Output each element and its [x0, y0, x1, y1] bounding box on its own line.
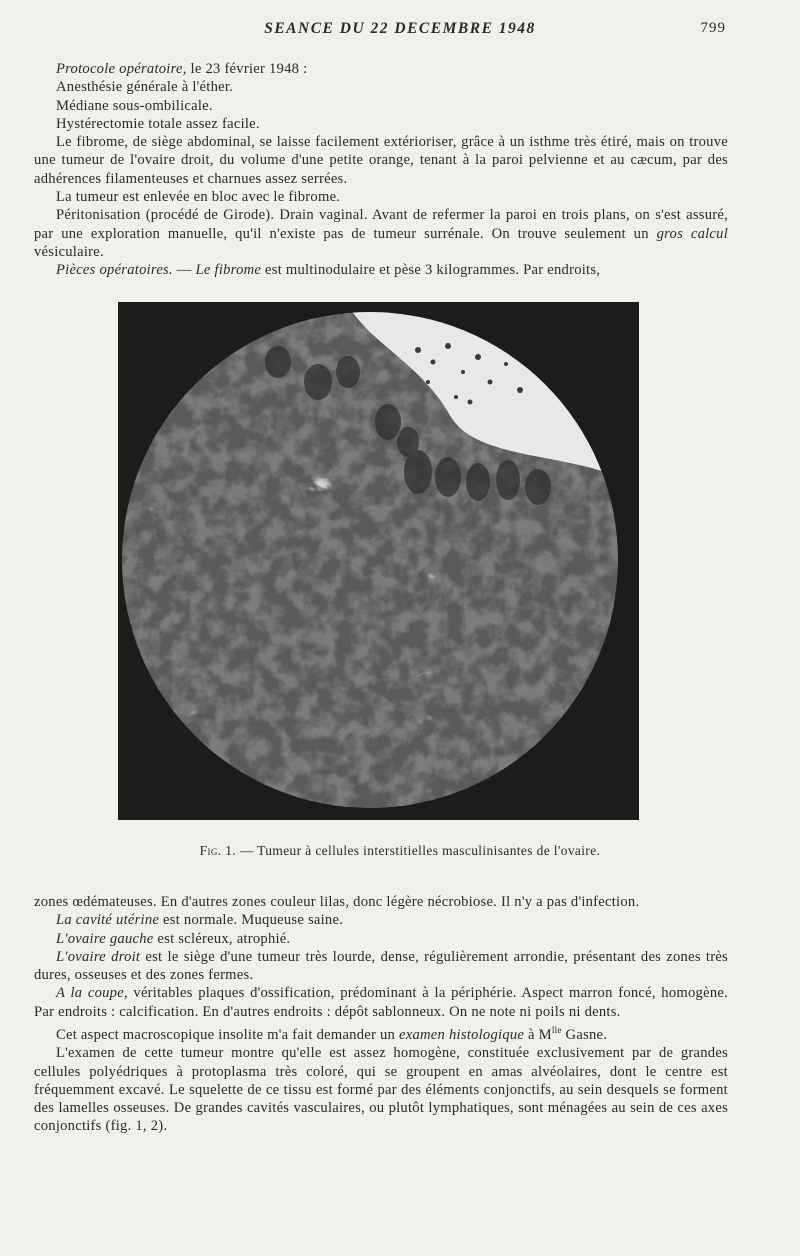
paragraph-right-ovary: L'ovaire droit est le siège d'une tumeur très lourde, dense, régulièrement arrondie, présentant des zones très dures, osseuses et des zones fermes.: [34, 948, 728, 984]
paragraph-left-ovary: L'ovaire gauche est scléreux, atrophié.: [56, 930, 291, 947]
micrograph-image: [118, 302, 639, 820]
paragraph-incision: Médiane sous-ombilicale.: [56, 97, 213, 114]
paragraph-uterine-cavity: La cavité utérine est normale. Muqueuse saine.: [56, 912, 344, 929]
paragraph-histology-findings: L'examen de cette tumeur montre qu'elle est assez homogène, constituée exclusivement par de grandes cellules polyédriques à protoplasma très coloré, qui se groupent en amas alvéolaires, dont le centre est fréquemment excavé. Le squelette de ce tissu est formé par des éléments conjonctifs, au sein desquels se forment des lamelles osseuses. De grandes cavités vasculaires, ou plutôt lymphatiques, sont ménagées au sein de ces axes conjonctifs (fig. 1, 2).: [34, 1045, 728, 1135]
figure-caption: Fig. 1. — Tumeur à cellules interstitielles masculinisantes de l'ovaire.: [199, 843, 601, 858]
paragraph-specimens: Pièces opératoires. — Le fibrome est multinodulaire et pèse 3 kilogrammes. Par endroits,: [56, 262, 601, 279]
paragraph-protocol: Protocole opératoire, le 23 février 1948 :: [56, 61, 308, 77]
running-head: SEANCE DU 22 DECEMBRE 1948: [264, 20, 536, 37]
paragraph-tumor-removal: La tumeur est enlevée en bloc avec le fibrome.: [56, 189, 341, 206]
paragraph-histology-request: Cet aspect macroscopique insolite m'a fait demander un examen histologique à $M^{lle}$ Gasne.: [56, 1025, 608, 1043]
paragraph-peritonisation: Péritonisation (procédé de Girode). Drain vaginal. Avant de refermer la paroi en trois plans, on s'est assuré, par une exploration manuelle, qu'il n'existe pas de tumeur surrénale. On trouve seulement un gros calcul vésiculaire.: [34, 207, 728, 260]
paragraph-section: A la coupe, véritables plaques d'ossification, prédominant à la périphérie. Aspect marron foncé, homogène. Par endroits : calcification. En d'autres endroits : dépôt sablonneux. On ne note ni poils ni dents.: [34, 985, 729, 1020]
paragraph-fibroma: Le fibrome, de siège abdominal, se laisse facilement extérioriser, grâce à un isthme très étiré, mais on trouve une tumeur de l'ovaire droit, du volume d'une petite orange, tenant à la paroi pelvienne et au cæcum, par des adhérences filamenteuses et charnues assez serrées.: [34, 134, 728, 187]
page-header: [0, 20, 800, 46]
text-block-top: [34, 60, 728, 280]
micrograph-figure: [118, 302, 639, 820]
text-block-bottom: [34, 893, 728, 1136]
paragraph-zones: zones œdémateuses. En d'autres zones couleur lilas, donc légère nécrobiose. Il n'y a pas d'infection.: [34, 894, 640, 910]
page-number: 799: [700, 20, 726, 36]
paragraph-anesthesia: Anesthésie générale à l'éther.: [56, 79, 234, 96]
paragraph-hysterectomy: Hystérectomie totale assez facile.: [56, 115, 260, 132]
